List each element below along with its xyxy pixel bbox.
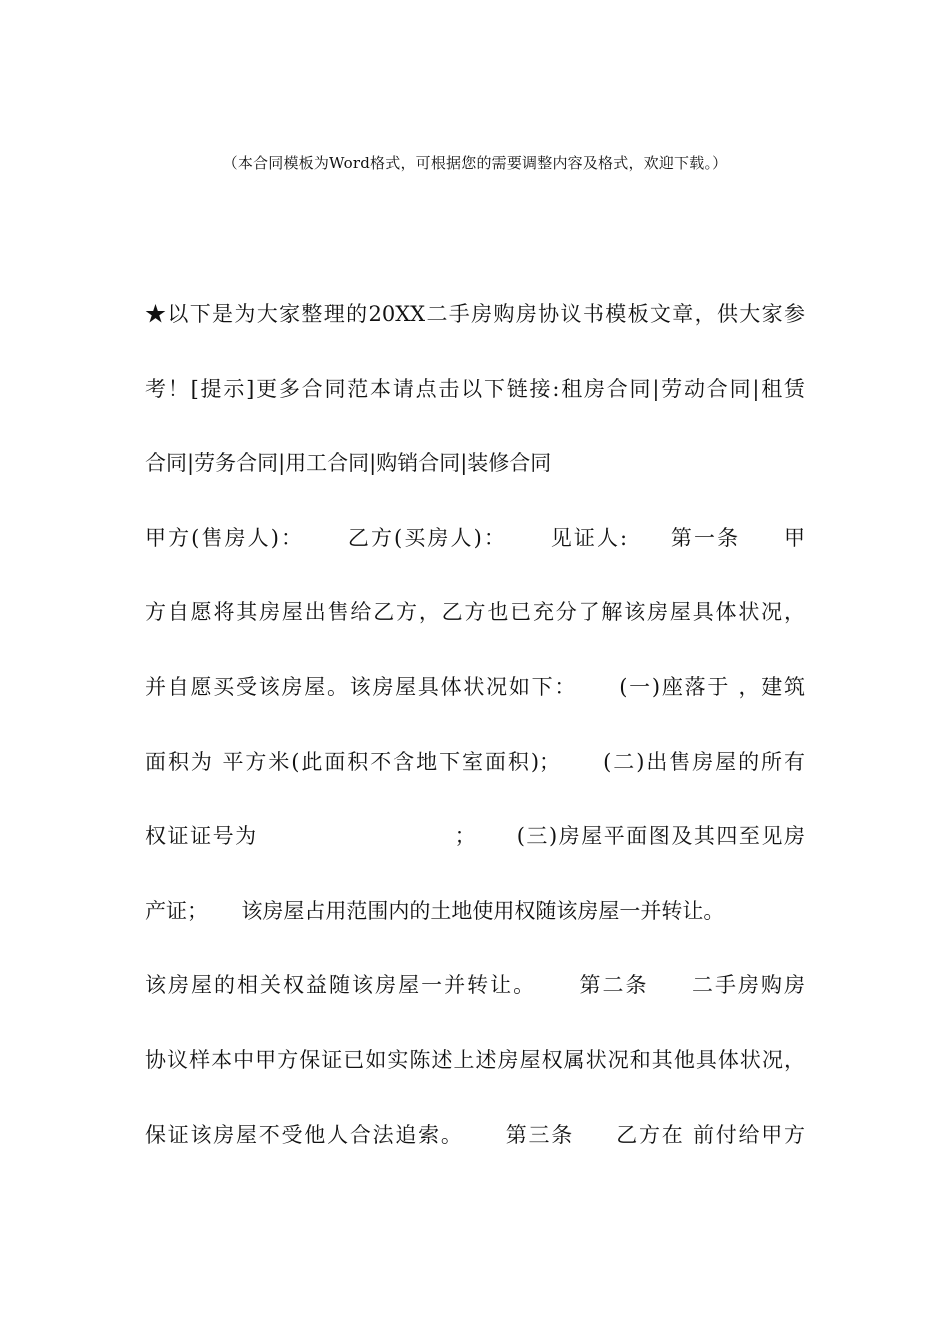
body-line-8: 权证证号为 ； (三)房屋平面图及其四至见房 (145, 824, 805, 849)
body-line-2: 考！[提示]更多合同范本请点击以下链接:租房合同|劳动合同|租赁 (145, 376, 805, 401)
contract-body (145, 294, 805, 1189)
body-line-6: 并自愿买受该房屋。该房屋具体状况如下： (一)座落于 ，建筑 (145, 674, 805, 699)
body-line-12: 保证该房屋不受他人合法追索。 第三条 乙方在 前付给甲方 (145, 1122, 805, 1147)
body-line-7: 面积为 平方米(此面积不含地下室面积)； (二)出售房屋的所有 (145, 749, 805, 774)
template-note: （本合同模板为Word格式，可根据您的需要调整内容及格式，欢迎下载。） (222, 154, 728, 172)
body-line-1: ★以下是为大家整理的20XX二手房购房协议书模板文章，供大家参 (145, 302, 805, 326)
body-line-5: 方自愿将其房屋出售给乙方，乙方也已充分了解该房屋具体状况， (145, 600, 805, 625)
body-line-3: 合同|劳务合同|用工合同|购销合同|装修合同 (145, 451, 552, 476)
body-line-4: 甲方(售房人)： 乙方(买房人)： 见证人: 第一条 甲 (145, 525, 805, 550)
body-line-11: 协议样本中甲方保证已如实陈述上述房屋权属状况和其他具体状况， (145, 1047, 805, 1072)
body-line-10: 该房屋的相关权益随该房屋一并转让。 第二条 二手房购房 (145, 973, 805, 998)
body-line-9: 产证； 该房屋占用范围内的土地使用权随该房屋一并转让。 (145, 898, 725, 923)
